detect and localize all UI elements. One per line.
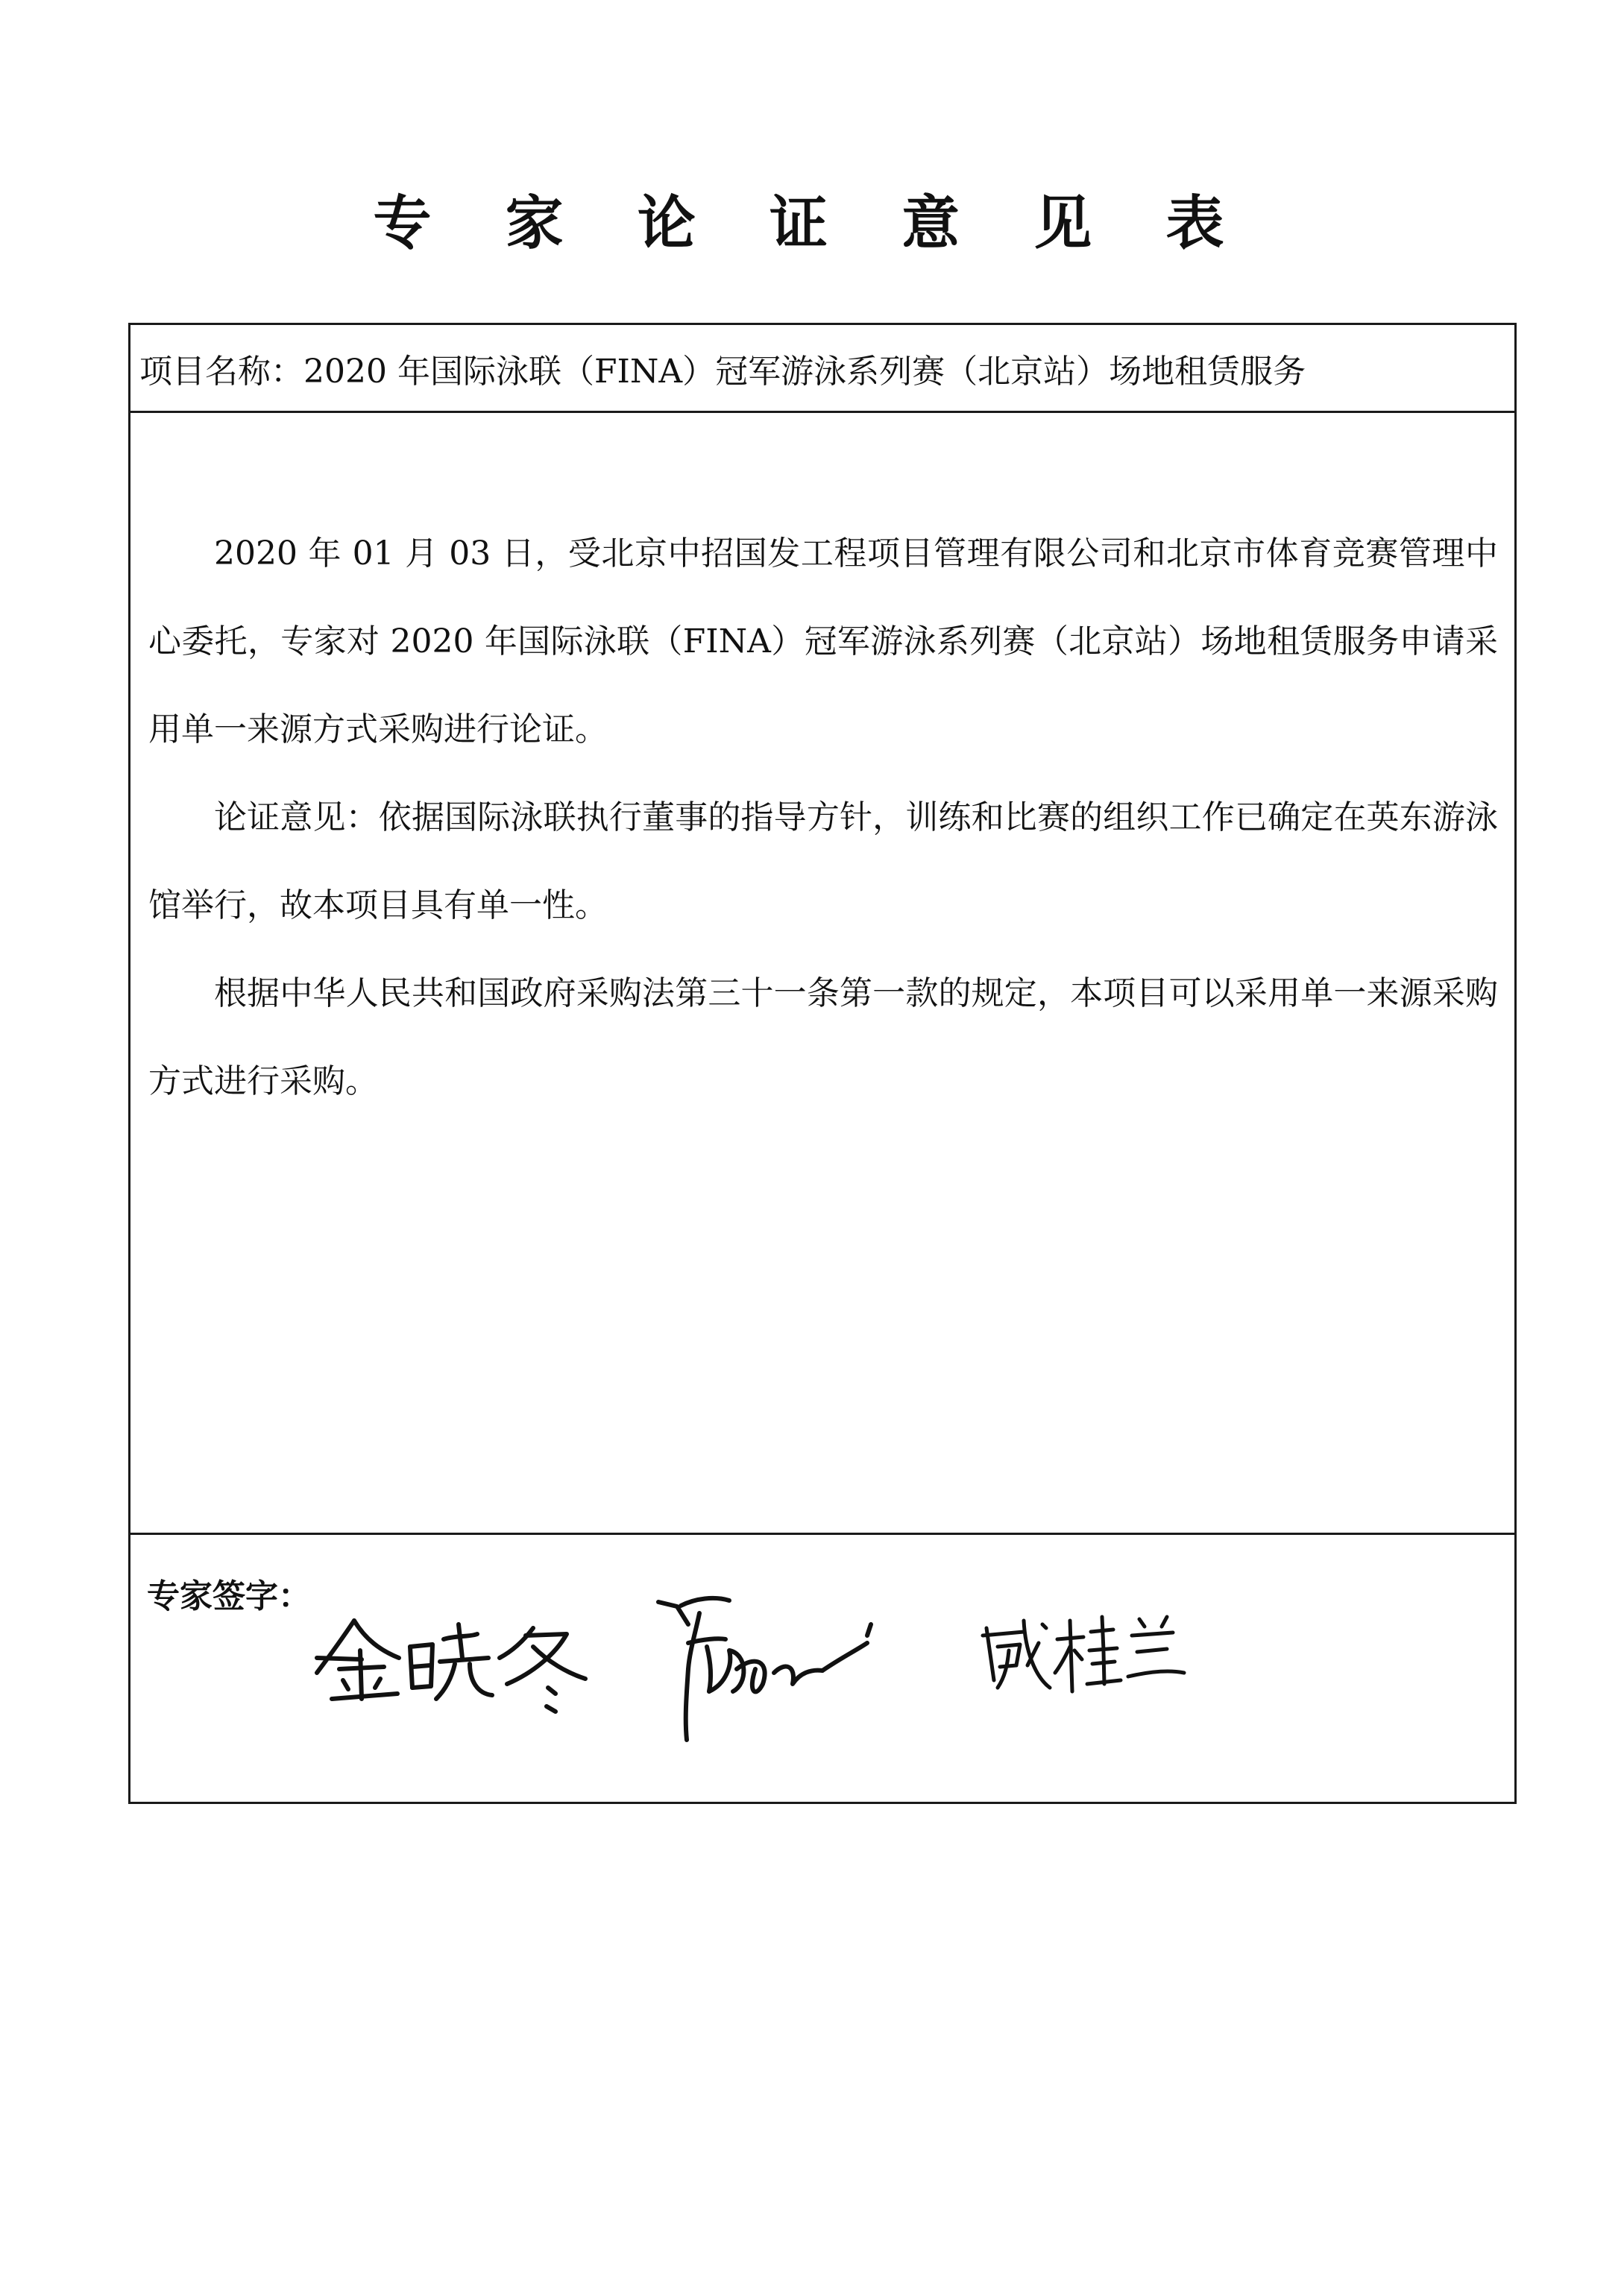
document-title: 专 家 论 证 意 见 表 xyxy=(373,189,1251,257)
project-name-value: 2020 年国际泳联（FINA）冠军游泳系列赛（北京站）场地租赁服务 xyxy=(303,352,1306,391)
expert-signature-1 xyxy=(309,1606,630,1718)
opinion-body xyxy=(148,510,1498,1126)
opinion-paragraph-intro: 2020 年 01 月 03 日，受北京中招国发工程项目管理有限公司和北京市体育竞赛管理中心委托，专家对 2020 年国际泳联（FINA）冠军游泳系列赛（北京站）场地租赁服务申请采用单一来源方式采购进行论证。 xyxy=(148,534,1498,748)
expert-signature-2 xyxy=(643,1580,897,1751)
signature-section xyxy=(130,1533,1514,1802)
expert-signature-3 xyxy=(972,1606,1195,1703)
opinion-paragraph-legal-basis: 根据中华人民共和国政府采购法第三十一条第一款的规定，本项目可以采用单一来源采购方式进行采购。 xyxy=(148,974,1498,1100)
project-name-row xyxy=(130,325,1514,413)
form-table xyxy=(128,323,1517,1804)
opinion-paragraph-conclusion: 论证意见：依据国际泳联执行董事的指导方针，训练和比赛的组织工作已确定在英东游泳馆举行，故本项目具有单一性。 xyxy=(148,798,1498,924)
project-name-label: 项目名称： xyxy=(139,352,303,391)
signature-label: 专家签字： xyxy=(147,1577,311,1615)
